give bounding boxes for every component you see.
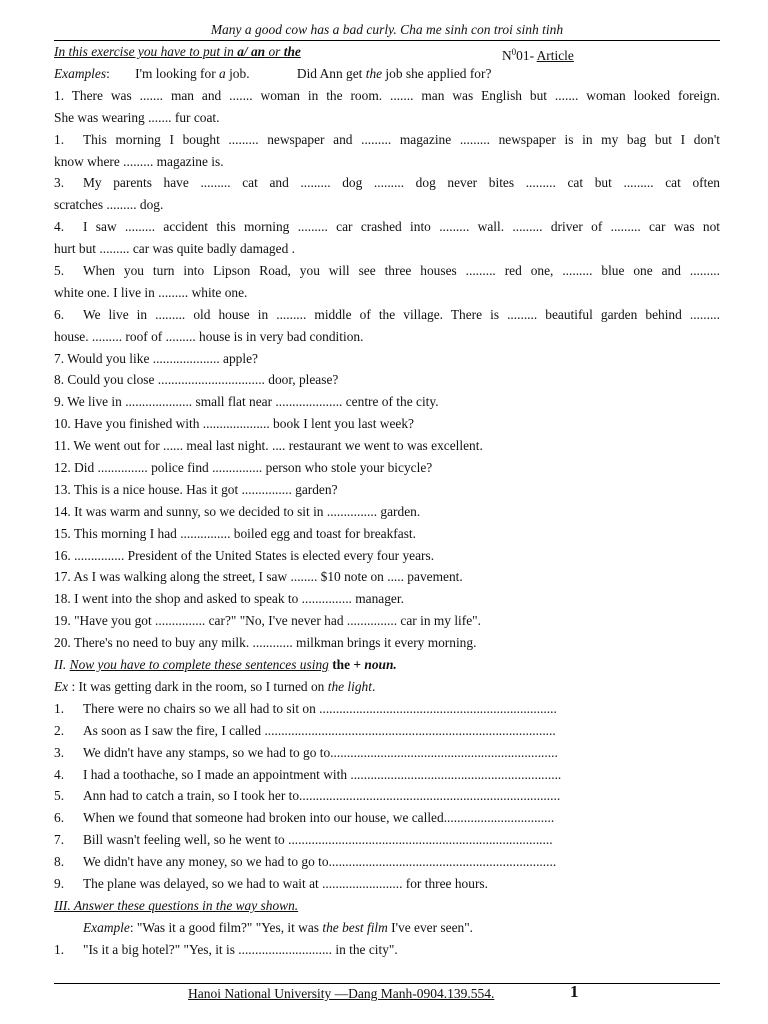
- item-5-line-a: [54, 260, 720, 282]
- instruction-or: or: [265, 44, 284, 59]
- item-text: We didn't have any stamps, so we had to go to....................................................................: [83, 744, 558, 760]
- item-number: 3.: [54, 744, 65, 760]
- item-10: 10. Have you finished with .................... book I lent you last week?: [54, 416, 414, 432]
- example-answer: the best film: [322, 919, 388, 935]
- section2-item: [54, 785, 720, 807]
- example-pre: : "Was it a good film?" "Yes, it was: [129, 919, 323, 935]
- number-label: Article: [536, 48, 574, 63]
- section2-example: [54, 676, 720, 698]
- item-7: 7. Would you like .................... apple?: [54, 350, 258, 366]
- footer-credit: Hanoi National University —Dang Manh-0904.139.554.: [188, 986, 495, 1001]
- item-text: Bill wasn't feeling well, so he went to ...............................................................................: [83, 832, 553, 848]
- footer-rule: [54, 983, 720, 984]
- example1-article: a: [219, 66, 226, 81]
- example2-post: job she applied for?: [382, 66, 492, 81]
- item-6-line-a: [54, 304, 720, 326]
- item-number: 4.: [54, 219, 65, 235]
- section2-noun: noun.: [364, 657, 397, 673]
- item-3-line-b: scratches ......... dog.: [54, 197, 164, 213]
- item-19: 19. "Have you got ............... car?" "No, I've never had ............... car in my life".: [54, 613, 481, 629]
- item-16: 16. ............... President of the United States is elected every four years.: [54, 547, 435, 563]
- number-superscript: 0: [511, 47, 517, 57]
- instruction-a-an: a/ an: [237, 44, 266, 59]
- section2-item: [54, 873, 720, 895]
- item-number: 6.: [54, 306, 65, 322]
- header-motto: Many a good cow has a bad curly. Cha me sinh con troi sinh tinh: [210, 22, 564, 37]
- item-15: 15. This morning I had ............... boiled egg and toast for breakfast.: [54, 525, 416, 541]
- section2-item: [54, 764, 720, 786]
- section2-instruction: Now you have to complete these sentences using: [69, 657, 329, 673]
- item-20: 20. There's no need to buy any milk. ............ milkman brings it every morning.: [54, 635, 477, 651]
- item-number: 3.: [54, 175, 65, 191]
- item-4-line-a: [54, 216, 720, 238]
- example-answer: the light: [327, 678, 372, 694]
- item-text: Ann had to catch a train, so I took her to..............................................................................: [83, 788, 561, 804]
- item-number: 7.: [54, 832, 65, 848]
- item-number: 1.: [54, 131, 65, 147]
- section2-item: [54, 698, 720, 720]
- section3-item-1: [54, 939, 720, 961]
- instruction-the: the: [283, 44, 301, 59]
- example2-pre: Did Ann get: [296, 66, 366, 81]
- section1-title: [54, 41, 720, 63]
- item-2-line-b: know where ......... magazine is.: [54, 153, 224, 169]
- footer: [54, 982, 720, 1001]
- section1-instruction: [54, 44, 301, 59]
- item-number: 8.: [54, 854, 65, 870]
- item-text: This morning I bought ......... newspaper and ......... magazine ......... newspaper is in my bag but I don't: [83, 131, 720, 147]
- item-number: 5.: [54, 263, 65, 279]
- item-3-line-a: [54, 172, 720, 194]
- item-number: 2.: [54, 722, 65, 738]
- exercise-number: [502, 41, 574, 67]
- item-13: 13. This is a nice house. Has it got ............... garden?: [54, 481, 338, 497]
- item-text: When we found that someone had broken into our house, we called.................................: [83, 810, 555, 826]
- item-number: 6.: [54, 810, 65, 826]
- item-1-line-b: She was wearing ....... fur coat.: [54, 109, 220, 125]
- item-11: 11. We went out for ...... meal last night. .... restaurant we went to was excellent.: [54, 438, 483, 454]
- item-4-line-b: hurt but ......... car was quite badly damaged .: [54, 241, 295, 257]
- example-label: Ex: [54, 678, 69, 694]
- section2-item: [54, 807, 720, 829]
- example1-post: job.: [225, 66, 250, 81]
- section2-item: [54, 851, 720, 873]
- section2-items: [54, 698, 720, 895]
- number-value: 01-: [516, 48, 537, 63]
- item-8: 8. Could you close ................................ door, please?: [54, 372, 339, 388]
- example-label: Example: [83, 919, 130, 935]
- item-12: 12. Did ............... police find ............... person who stole your bicycle?: [54, 460, 433, 476]
- example1-pre: I'm looking for: [135, 66, 220, 81]
- section2-roman: II.: [54, 657, 67, 673]
- item-text: I saw ......... accident this morning ......... car crashed into ......... wall. ......... driver of ......... car was not: [83, 219, 720, 235]
- item-6-line-b: house. ......... roof of ......... house is in very bad condition.: [54, 328, 364, 344]
- item-text: We didn't have any money, so we had to go to....................................................................: [83, 854, 557, 870]
- examples-colon: :: [106, 66, 110, 81]
- section2-the-plus: the +: [332, 657, 365, 673]
- item-17: 17. As I was walking along the street, I saw ........ $10 note on ..... pavement.: [54, 569, 463, 585]
- item-text: When you turn into Lipson Road, you will see three houses ......... red one, ......... blue one and .........: [83, 263, 720, 279]
- example-end: .: [371, 678, 376, 694]
- examples-label: Examples: [54, 66, 107, 81]
- instruction-text: In this exercise you have to put in: [54, 44, 238, 59]
- example2-article: the: [365, 66, 383, 81]
- item-14: 14. It was warm and sunny, so we decided to sit in ............... garden.: [54, 503, 421, 519]
- item-text: My parents have ......... cat and ......... dog ......... dog never bites ......... cat but ......... cat often: [83, 175, 720, 191]
- item-text: We live in ......... old house in ......... middle of the village. There is ......... beautiful garden behind .........: [83, 306, 720, 322]
- examples-line: [54, 63, 720, 85]
- example-post: I've ever seen".: [387, 919, 474, 935]
- item-text: There were no chairs so we all had to sit on .......................................................................: [83, 700, 557, 716]
- item-18: 18. I went into the shop and asked to speak to ............... manager.: [54, 591, 404, 607]
- item-number: 5.: [54, 788, 65, 804]
- worksheet-page: [54, 20, 720, 961]
- number-prefix: N: [502, 48, 512, 63]
- section2-item: [54, 829, 720, 851]
- item-9: 9. We live in .................... small flat near .................... centre of the city.: [54, 394, 439, 410]
- section2-item: [54, 742, 720, 764]
- item-number: 1.: [54, 700, 65, 716]
- section3-title: III. Answer these questions in the way shown.: [54, 897, 299, 913]
- item-1-line-a: 1. There was ....... man and ....... woman in the room. ....... man was English but ....... woman looked foreign.: [54, 87, 720, 103]
- page-number: 1: [570, 982, 579, 1001]
- item-text: As soon as I saw the fire, I called .......................................................................................: [83, 722, 556, 738]
- item-text: "Is it a big hotel?" "Yes, it is ............................ in the city".: [83, 941, 398, 957]
- item-number: 1.: [54, 941, 65, 957]
- item-text: The plane was delayed, so we had to wait at ........................ for three hours.: [83, 875, 488, 891]
- item-number: 4.: [54, 766, 65, 782]
- item-5-line-b: white one. I live in ......... white one.: [54, 284, 248, 300]
- section2-title: [54, 654, 720, 676]
- section2-item: [54, 720, 720, 742]
- example-text: : It was getting dark in the room, so I turned on: [68, 678, 328, 694]
- item-number: 9.: [54, 875, 65, 891]
- section3-example: [54, 917, 720, 939]
- item-text: I had a toothache, so I made an appointment with ...............................................................: [83, 766, 562, 782]
- item-2-line-a: [54, 129, 720, 151]
